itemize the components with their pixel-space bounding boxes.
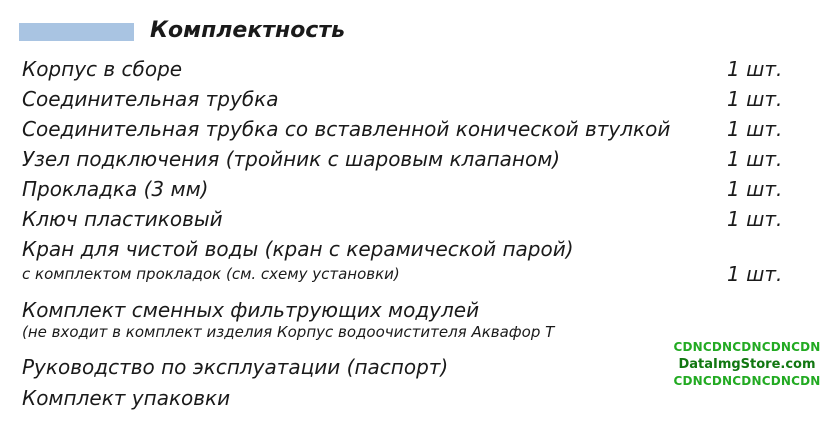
item-quantity: 1 шт. <box>727 177 783 201</box>
item-label: Руководство по эксплуатации (паспорт) <box>22 355 449 379</box>
item-label: Корпус в сборе <box>22 57 183 81</box>
section-header-bar <box>19 23 134 41</box>
item-label: Комплект упаковки <box>22 386 231 410</box>
item-label: Соединительная трубка <box>22 87 279 111</box>
watermark-line: CDNCDNCDNCDNCDN <box>673 340 821 354</box>
item-label: Ключ пластиковый <box>22 207 223 231</box>
item-quantity: 1 шт. <box>727 147 783 171</box>
watermark-site: DataImgStore.com <box>678 357 816 372</box>
item-label: Узел подключения (тройник с шаровым клапаном) <box>22 147 561 171</box>
item-note: (не входит в комплект изделия Корпус водоочистителя Аквафор Т <box>22 323 555 341</box>
item-quantity: 1 шт. <box>727 262 783 286</box>
item-quantity: 1 шт. <box>727 207 783 231</box>
item-quantity: 1 шт. <box>727 57 783 81</box>
item-label: Соединительная трубка со вставленной конической втулкой <box>22 117 671 141</box>
item-note: с комплектом прокладок (см. схему установки) <box>22 265 400 283</box>
item-label: Комплект сменных фильтрующих модулей <box>22 298 480 322</box>
item-quantity: 1 шт. <box>727 117 783 141</box>
watermark <box>668 339 826 390</box>
section-title: Комплектность <box>150 18 346 43</box>
item-quantity: 1 шт. <box>727 87 783 111</box>
watermark-line: CDNCDNCDNCDNCDN <box>673 374 821 388</box>
item-label: Кран для чистой воды (кран с керамической парой) <box>22 237 574 261</box>
item-label: Прокладка (3 мм) <box>22 177 209 201</box>
